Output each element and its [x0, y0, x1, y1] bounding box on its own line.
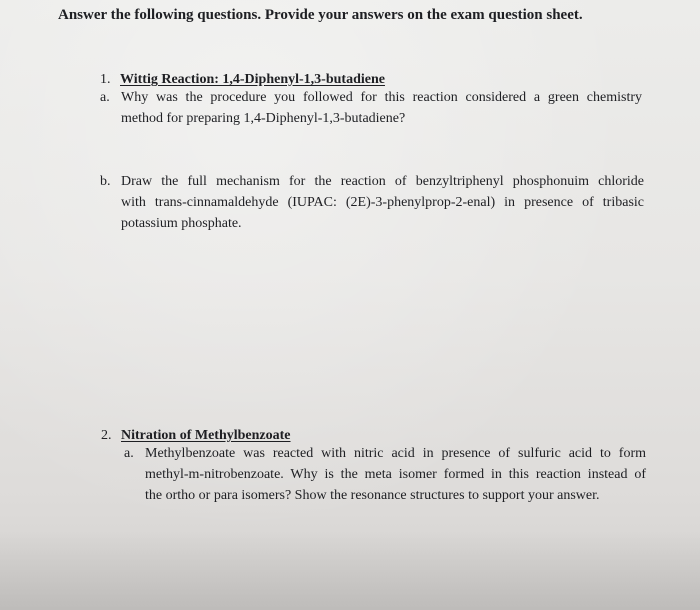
question-1a-line-2: method for preparing 1,4-Diphenyl-1,3-butadiene?	[121, 111, 406, 126]
exam-instructions: Answer the following questions. Provide your answers on the exam question sheet.	[58, 7, 583, 23]
question-2a-line-2: methyl-m-nitrobenzoate. Why is the meta isomer formed in this reaction instead of	[145, 467, 646, 482]
question-2a-letter: a.	[124, 446, 134, 461]
question-1a	[100, 87, 642, 129]
question-1-title: Wittig Reaction: 1,4-Diphenyl-1,3-butadiene	[120, 72, 385, 87]
question-1b-text	[121, 171, 644, 234]
question-1b-line-1: Draw the full mechanism for the reaction of benzyltriphenyl phosphonuim chloride	[121, 174, 644, 189]
question-1b-letter: b.	[100, 174, 111, 189]
question-1b	[100, 171, 644, 234]
question-2a-text	[145, 443, 646, 506]
question-2a	[124, 443, 646, 506]
paper-shadow	[0, 530, 700, 610]
question-1-number: 1.	[100, 72, 111, 87]
question-2-title: Nitration of Methylbenzoate	[121, 428, 291, 443]
question-1a-letter: a.	[100, 90, 110, 105]
question-2-number: 2.	[101, 428, 112, 443]
question-2a-line-3: the ortho or para isomers? Show the resonance structures to support your answer.	[145, 488, 600, 503]
question-2a-line-1: Methylbenzoate was reacted with nitric acid in presence of sulfuric acid to form	[145, 446, 646, 461]
question-1b-line-3: potassium phosphate.	[121, 216, 242, 231]
question-1b-line-2: with trans-cinnamaldehyde (IUPAC: (2E)-3-phenylprop-2-enal) in presence of tribasic	[121, 195, 644, 210]
question-1a-line-1: Why was the procedure you followed for this reaction considered a green chemistry	[121, 90, 642, 105]
question-1a-text	[121, 87, 642, 129]
